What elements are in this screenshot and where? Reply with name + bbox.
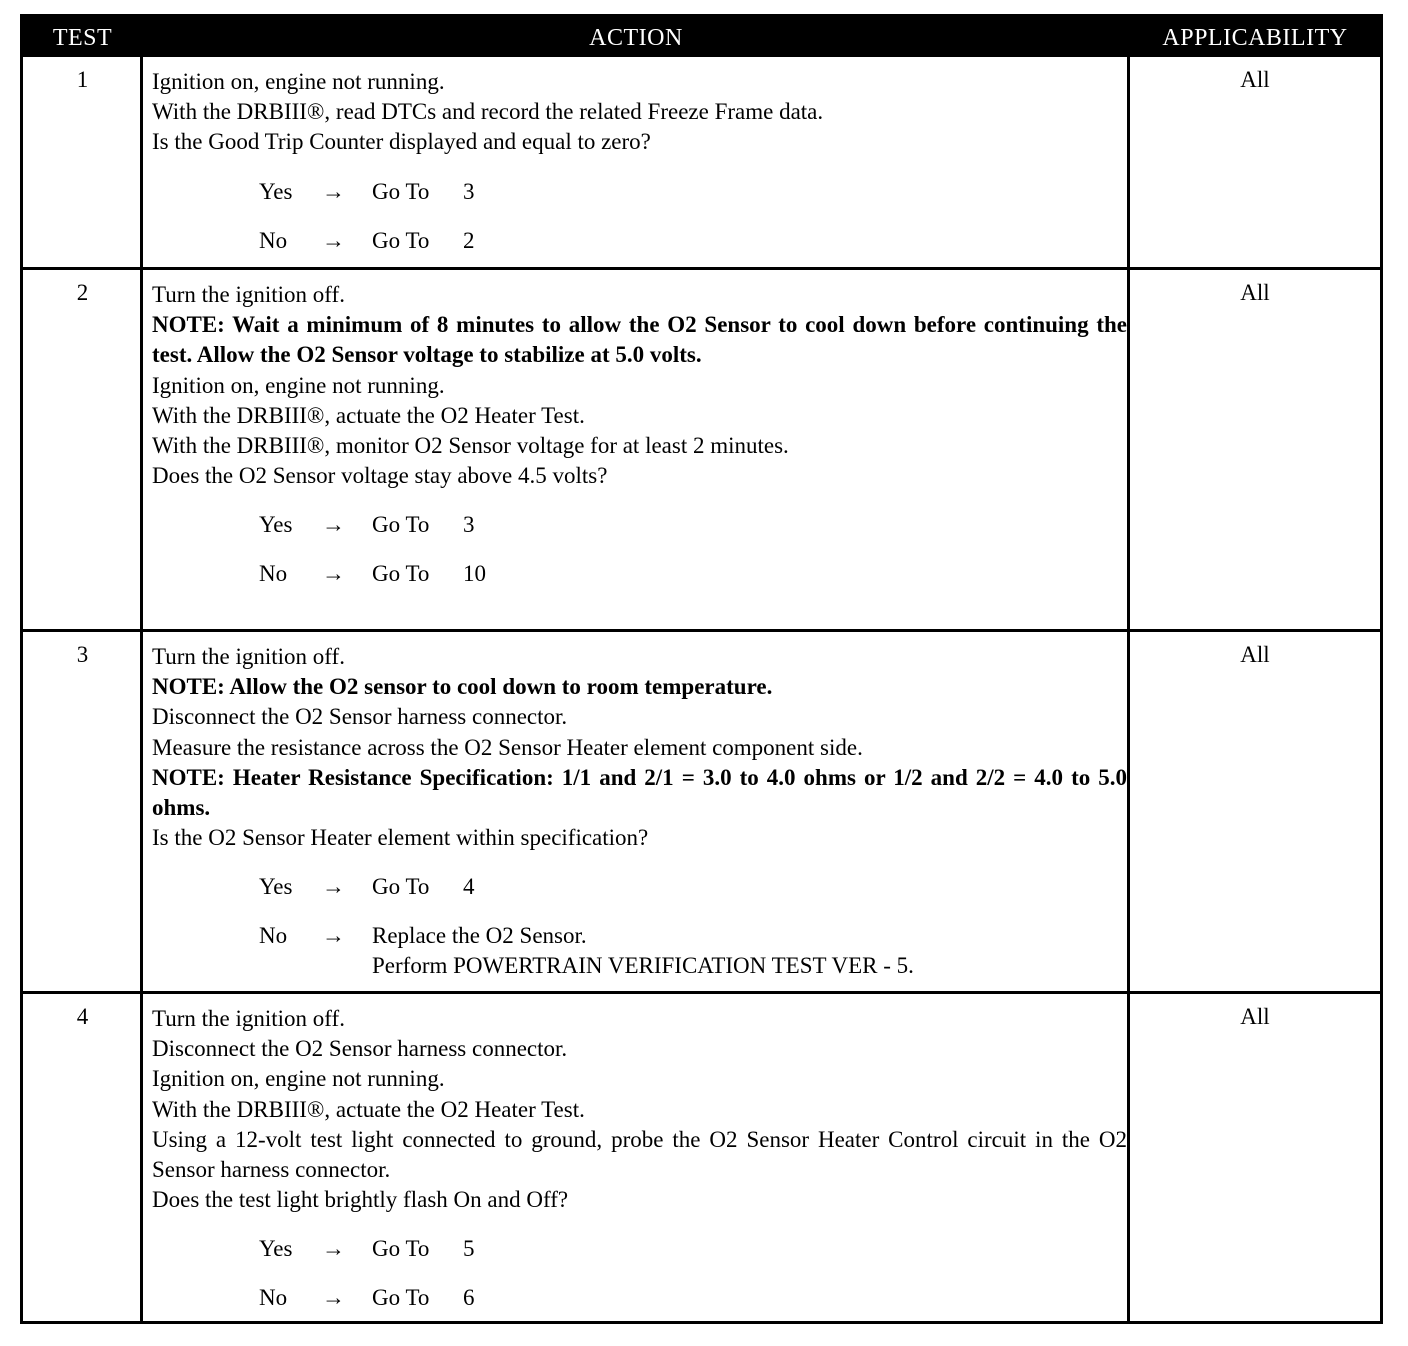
answer-goto: Go To (372, 874, 430, 900)
test-number: 3 (76, 642, 89, 667)
action-line: Does the O2 Sensor voltage stay above 4.5 volts? (152, 463, 608, 489)
answer-no (152, 226, 1127, 256)
arrow-right-icon: → (322, 874, 345, 900)
answer-target: 4 (463, 874, 475, 900)
action-line: Disconnect the O2 Sensor harness connector. (152, 704, 568, 730)
table-row-test-1 (23, 57, 1380, 267)
answer-no (152, 921, 1127, 981)
arrow-right-icon: → (322, 561, 345, 587)
table-header (23, 17, 1380, 57)
answer-target: 3 (463, 178, 475, 204)
action-line: With the DRBIII®, actuate the O2 Heater Test. (152, 402, 585, 428)
action-cell (152, 1004, 1127, 1313)
answer-label: No (259, 923, 288, 949)
table-row-test-4 (23, 991, 1380, 1321)
answer-target: 3 (463, 512, 475, 538)
action-line: Measure the resistance across the O2 Sensor Heater element component side. (152, 734, 863, 760)
arrow-right-icon: → (322, 178, 345, 204)
answer-target: 5 (463, 1236, 475, 1262)
answer-yes (152, 872, 1127, 902)
answer-label: Yes (259, 178, 293, 204)
answer-target: 10 (463, 561, 486, 587)
answer-goto: Go To (372, 1285, 430, 1311)
answer-yes (152, 1234, 1127, 1264)
action-line: Ignition on, engine not running. (152, 1066, 445, 1092)
answer-goto: Go To (372, 512, 430, 538)
action-line: Does the test light brightly flash On and Off? (152, 1187, 569, 1213)
answer-target: 2 (463, 227, 475, 253)
answer-target: 6 (463, 1285, 475, 1311)
answer-label: Yes (259, 512, 293, 538)
action-cell (152, 280, 1127, 589)
arrow-right-icon: → (322, 1236, 345, 1262)
action-line: Turn the ignition off. (152, 1006, 345, 1031)
answer-label: Yes (259, 874, 293, 900)
action-line: Turn the ignition off. (152, 644, 345, 669)
answer-goto: Go To (372, 227, 430, 253)
answer-label: No (259, 1285, 288, 1311)
answer-label: Yes (259, 1236, 293, 1262)
test-number: 1 (76, 67, 89, 92)
action-note: NOTE: Wait a minimum of 8 minutes to allow the O2 Sensor to cool down before continuing the test. Allow the O2 Sensor voltage to stabilize at 5.0 volts. (152, 312, 1127, 368)
test-number: 2 (76, 280, 89, 305)
action-line: Is the Good Trip Counter displayed and equal to zero? (152, 129, 651, 155)
action-line: With the DRBIII®, monitor O2 Sensor voltage for at least 2 minutes. (152, 433, 789, 459)
answer-yes (152, 510, 1127, 540)
test-number: 4 (76, 1004, 89, 1029)
table-row-test-2 (23, 267, 1380, 629)
action-cell (152, 642, 1127, 981)
arrow-right-icon: → (322, 923, 345, 949)
answer-yes (152, 177, 1127, 207)
action-note: NOTE: Heater Resistance Specification: 1/1 and 2/1 = 3.0 to 4.0 ohms or 1/2 and 2/2 = 4.0 to 5.0 ohms. (152, 764, 1127, 821)
answer-goto: Go To (372, 1236, 430, 1262)
action-line: Using a 12-volt test light connected to ground, probe the O2 Sensor Heater Control circuit in the O2 Sensor harness connector. (152, 1126, 1127, 1183)
answer-goto: Go To (372, 561, 430, 587)
action-line: Is the O2 Sensor Heater element within specification? (152, 825, 649, 851)
header-applicability: APPLICABILITY (1162, 25, 1348, 51)
arrow-right-icon: → (322, 227, 345, 253)
answer-no (152, 559, 1127, 589)
answer-label: No (259, 227, 288, 253)
arrow-right-icon: → (322, 512, 345, 538)
action-line: Turn the ignition off. (152, 282, 345, 307)
table-row-test-3 (23, 629, 1380, 991)
applicability-cell: All (1240, 67, 1270, 92)
action-line: With the DRBIII®, read DTCs and record the related Freeze Frame data. (152, 99, 824, 125)
action-note: NOTE: Allow the O2 sensor to cool down to room temperature. (152, 674, 773, 700)
header-test: TEST (52, 25, 113, 51)
answer-extra: Perform POWERTRAIN VERIFICATION TEST VER - 5. (372, 953, 914, 979)
diagnostic-test-table (20, 14, 1383, 1324)
action-cell (152, 67, 1127, 256)
answer-goto: Go To (372, 178, 430, 204)
header-action: ACTION (589, 25, 683, 51)
answer-label: No (259, 561, 288, 587)
arrow-right-icon: → (322, 1285, 345, 1311)
action-line: Disconnect the O2 Sensor harness connector. (152, 1036, 568, 1062)
answer-goto: Replace the O2 Sensor. (372, 923, 587, 949)
applicability-cell: All (1240, 280, 1270, 305)
answer-no (152, 1283, 1127, 1313)
action-line: Ignition on, engine not running. (152, 69, 445, 94)
applicability-cell: All (1240, 642, 1270, 667)
action-line: With the DRBIII®, actuate the O2 Heater Test. (152, 1096, 585, 1122)
action-line: Ignition on, engine not running. (152, 372, 445, 398)
applicability-cell: All (1240, 1004, 1270, 1029)
